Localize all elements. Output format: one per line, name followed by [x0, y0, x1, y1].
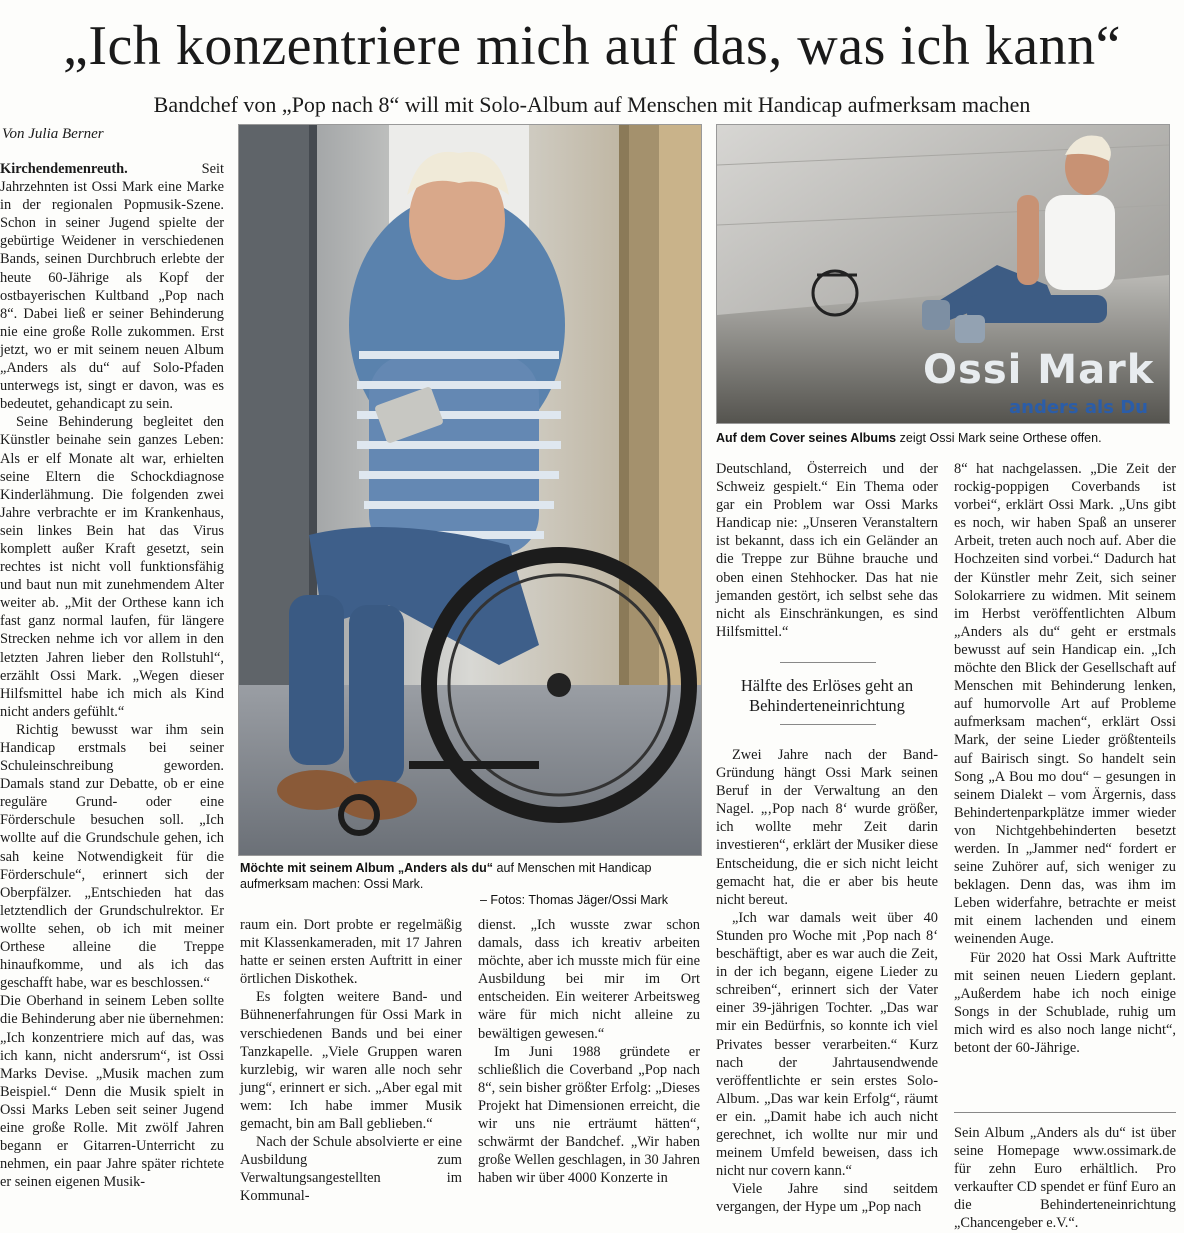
article-paragraph: Deutschland, Österreich und der Schweiz gespielt.“ Ein Thema oder gar ein Problem war Ossi Marks Handicap nie: „Unseren Veranstaltern ist bekannt, dass ich ein Geländer an die Treppe zur Bühne brauche und oben einen Stehhocker. Das hat nie jemanden gestört, ich selbst sehe das nicht als Einschränkungen, es sind Hilfsmittel.“ — [716, 461, 938, 640]
headline: „Ich konzentriere mich auf das, was ich kann“ — [62, 15, 1122, 77]
main-photo-caption — [240, 860, 702, 908]
article-paragraph: 8“ hat nachgelassen. „Die Zeit der rockig-poppigen Coverbands ist vorbei“, erklärt Ossi Mark. „Uns gibt es noch, wir haben Spaß an unserer Arbeit, treten auch noch auf. Aber die Hochzeiten sind vorbei.“ Dadurch hat der Künstler mehr Zeit, sich seiner Solokarriere zu widmen. Mit seinem im Herbst veröffentlichten Album „Anders als du“ geht er erstmals bewusst auf sein Handicap ein. „Ich möchte den Blick der Gesellschaft auf Menschen mit Behinderung lenken, auf humorvolle Art auf Probleme aufmerksam machen“, erklärt Ossi Mark, der seine Lieder größtenteils auf Bairisch singt. So handelt sein Song „A Bou mo dou“ – gesungen in seinem Dialekt – vom Ärgernis, dass Behindertenparkplätze immer wieder von Nichtgehbehinderten besetzt werden. In „Jammer ned“ fordert er seine Zuhörer auf, sich weniger zu beklagen. Denn das, was ihm im Leben widerfahre, betrachte er meist mit einem lachenden und einem weinenden Auge. — [954, 461, 1176, 948]
article-paragraph: Es folgten weitere Band- und Bühnenerfahrungen für Ossi Mark in verschiedenen Bands und bei einer Tanzkapelle. „Viele Gruppen waren kurzlebig, wir waren alle noch sehr jung“, erinnert er sich. „Aber egal mit wem: Ich habe immer Musik gemacht, bin am Ball geblieben.“ — [240, 989, 462, 1133]
main-photo-wheelchair — [238, 124, 702, 856]
article-column-2 — [240, 916, 462, 1205]
album-subtitle: anders als Du — [1009, 397, 1148, 418]
article-paragraph: Für 2020 hat Ossi Mark Auftritte mit seinen neuen Liedern geplant. „Außerdem habe ich noch einige Songs in der Schublade, ruhig um mich wird es also noch lange nicht“, betont der 60-Jährige. — [954, 949, 1176, 1056]
info-paragraph: Sein Album „Anders als du“ ist über seine Homepage www.ossimark.de für zehn Euro erhältlich. Pro verkaufter CD spendet er fünf Euro an die Behinderteneinrichtung „Chancengeber e.V.“. — [954, 1125, 1176, 1232]
subheadline: Bandchef von „Pop nach 8“ will mit Solo-Album auf Menschen mit Handicap aufmerksam machen — [153, 92, 1031, 117]
album-title: Ossi Mark — [923, 347, 1155, 393]
dateline: Kirchendemenreuth. — [0, 161, 128, 177]
wheelchair-portrait-illustration — [239, 125, 701, 855]
info-box-divider — [954, 1112, 1176, 1113]
article-paragraph: raum ein. Dort probte er regelmäßig mit Klassenkameraden, mit 17 Jahren hatte er seinen ersten Auftritt in einer örtlichen Diskothek. — [240, 917, 462, 988]
article-paragraph: Im Juni 1988 gründete er schließlich die Coverband „Pop nach 8“, sein bisher größter Erfolg: „Dieses Projekt hat Dimensionen erreicht, die wir uns nie erträumt hätten“, schwärmt der Bandchef. „Wir haben große Wellen geschlagen, in 30 Jahren haben wir über 4000 Konzerte in — [478, 1043, 700, 1187]
article-paragraph: dienst. „Ich wusste zwar schon damals, dass ich kreativ arbeiten möchte, aber ich musste mich für eine Ausbildung bei mir im Ort entscheiden. Ein weiterer Arbeitsweg wäre für mich nicht alleine zu bewältigen gewesen.“ — [478, 917, 700, 1042]
article-paragraph: Nach der Schule absolvierte er eine Ausbildung zum Verwaltungsangestellten im Kommunal- — [240, 1134, 462, 1205]
section-divider-top — [780, 662, 876, 663]
album-photo-caption — [716, 430, 1176, 446]
article-column-1 — [0, 160, 224, 1200]
article-column-5 — [954, 460, 1176, 1110]
article-paragraph: Die Oberhand in seinem Leben sollte die Behinderung aber nie übernehmen: „Ich konzentriere mich auf das, was ich kann, nicht andersrum“, ist Ossi Marks Devise. „Musik machen zum Beispiel.“ Denn die Musik spielt in Ossi Marks Leben seit seiner Jugend eine große Rolle. Mit zwölf Jahren begann er Gitarren-Unterricht zu nehmen, ein paar Jahre später richtete er seinen eigenen Musik- — [0, 993, 224, 1191]
section-heading: Hälfte des Erlöses geht an Behinderteneinrichtung — [740, 676, 914, 715]
paragraph-text: Seit Jahrzehnten ist Ossi Mark eine Marke in der regionalen Popmusik-Szene. Schon in seiner Jugend spielte der gebürtige Weidener in verschiedenen Bands, seinen Durchbruch erlebte der heute 60-Jährige als Kopf der ostbayerischen Kultband „Pop nach 8“. Dabei ließ er seiner Behinderung nie eine große Rolle zukommen. Erst jetzt, wo er mit seinem neuen Album „Anders als du“ auf Solo-Pfaden unterwegs ist, singt er davon, was es bedeutet, gehandicapt zu sein. — [0, 161, 224, 413]
article-column-3 — [478, 916, 700, 1200]
section-divider-bottom — [780, 724, 876, 725]
caption-bold: Auf dem Cover seines Albums — [716, 431, 897, 445]
article-paragraph: Viele Jahre sind seitdem vergangen, der Hype um „Pop nach — [716, 1181, 938, 1216]
article-paragraph — [0, 160, 224, 413]
caption-text: zeigt Ossi Mark seine Orthese offen. — [896, 431, 1102, 445]
album-info-box — [954, 1124, 1176, 1232]
article-paragraph: „Ich war damals weit über 40 Stunden pro Woche mit ‚Pop nach 8‘ beschäftigt, aber es war auch die Zeit, in der ich begann, eigene Lieder zu schreiben“, erinnert sich der Vater einer 39-jährigen Tochter. „Das war mir ein Bedürfnis, so konnte ich viel Privates besser verarbeiten.“ Kurz nach der Jahrtausendwende veröffentlichte er sein erstes Solo-Album. „Das war kein Erfolg“, räumt er ein. „Damit habe ich auch nicht gerechnet, ich wollte nur mir und meinem Umfeld beweisen, dass ich nicht nur covern kann.“ — [716, 909, 938, 1180]
photo-credit: – Fotos: Thomas Jäger/Ossi Mark — [480, 893, 669, 907]
article-paragraph: Seine Behinderung begleitet den Künstler beinahe sein ganzes Leben: Als er elf Monate alt war, erhielten seine Eltern die Schockdiagnose Kinderlähmung. Die folgenden zwei Jahre verbrachte er im Krankenhaus, sein linkes Bein hat das Virus komplett außer Kraft gesetzt, sein rechtes ist nicht voll funktionsfähig und baut nun mit zunehmendem Alter weiter ab. „Mit der Orthese kann ich fast ganz normal laufen, für längere Strecken nehme ich vor allem in den letzten Jahren lieber den Rollstuhl“, erzählt Ossi Mark. „Wegen dieser Hilfsmittel habe ich mich als Kind nicht anders gefühlt.“ — [0, 414, 224, 720]
byline: Von Julia Berner — [2, 126, 104, 142]
album-cover-photo — [716, 124, 1170, 424]
article-column-4-bottom — [716, 746, 938, 1216]
article-paragraph: Zwei Jahre nach der Band-Gründung hängt Ossi Mark seinen Beruf in der Verwaltung an den Nagel. „‚Pop nach 8‘ wurde größer, ich wollte mehr Zeit darin investieren“, erklärt der Musiker diese Entscheidung, die er sich nicht leicht gemacht hat, die er aber bis heute nicht bereut. — [716, 747, 938, 908]
caption-text: auf Menschen mit Handicap aufmerksam machen: Ossi Mark. — [240, 861, 652, 891]
caption-bold: Möchte mit seinem Album „Anders als du“ — [240, 861, 494, 875]
article-column-4-top — [716, 460, 938, 650]
article-paragraph: Richtig bewusst war ihm sein Handicap erstmals bei seiner Schuleinschreibung geworden. Damals stand zur Debatte, ob er eine reguläre Grund- oder eine Förderschule besuchen soll. „Ich wollte auf die Grundschule gehen, ich sah keine Notwendigkeit für die Förderschule“, erinnert sich der Oberpfälzer. „Entschieden hat das letztendlich der Grundschulrektor. Er wollte sehen, ob ich mit meiner Orthese alleine die Treppe hinaufkomme, und als ich das geschafft habe, war es beschlossen.“ — [0, 721, 224, 992]
